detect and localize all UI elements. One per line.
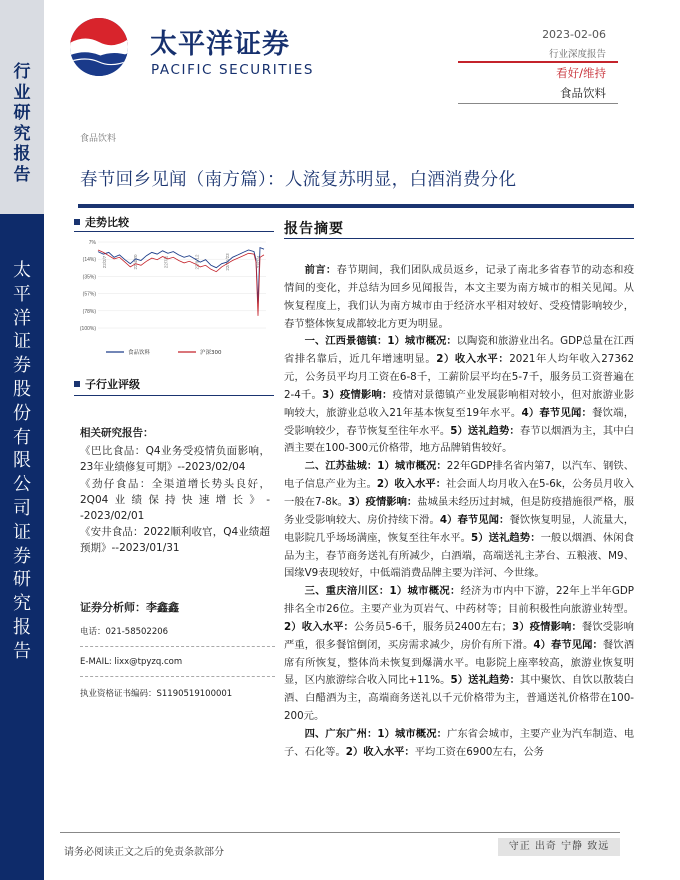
trend-heading bbox=[74, 214, 129, 230]
sidebar-char: 告 bbox=[13, 164, 31, 185]
paragraph-text: 22年GDP排名省内第7，以汽车、钢铁、电子信息产业为主。 bbox=[284, 460, 634, 491]
analyst-dashed-divider bbox=[80, 646, 275, 647]
paragraph-bold-lead: 4）春节见闻： bbox=[521, 406, 593, 419]
paragraph-bold-lead: 5）送礼趋势： bbox=[450, 424, 520, 437]
series-line-0 bbox=[98, 248, 264, 304]
sidebar-char: 证 bbox=[13, 331, 31, 353]
paragraph-bold-lead: 3）疫情影响： bbox=[511, 620, 582, 633]
paragraph-bold-lead: 2）收入水平： bbox=[436, 353, 510, 366]
paragraph-bold-lead: 二、江苏盐城：1）城市概况： bbox=[304, 460, 447, 473]
paragraph-text: 广东省会城市，主要产业为汽车制造、电子、石化等。 bbox=[284, 727, 635, 758]
sub-rating-underline bbox=[74, 395, 274, 396]
footer-divider bbox=[60, 832, 620, 833]
paragraph-text: 经济为市内中下游，22年上半年GDP排名全市26位。主要产业为页岩气、中药材等；目前积极性向旅游业转型。 bbox=[284, 585, 634, 616]
sidebar-top-band bbox=[0, 0, 44, 214]
analyst-name: 证券分析师：李鑫鑫 bbox=[80, 601, 179, 614]
sidebar-char: 研 bbox=[13, 569, 31, 591]
analyst-license: 执业资格证书编码：S1190519100001 bbox=[80, 689, 233, 699]
analyst-phone: 电话：021-58502206 bbox=[80, 627, 169, 637]
related-report-item[interactable]: 《安井食品：2022顺利收官，Q4业绩超预期》--2023/01/31 bbox=[80, 526, 270, 555]
sub-rating-heading bbox=[74, 376, 140, 392]
sidebar-char: 究 bbox=[13, 123, 31, 144]
sidebar-char: 太 bbox=[13, 260, 31, 281]
paragraph-bold-lead: 三、重庆涪川区：1）城市概况： bbox=[304, 585, 461, 598]
related-report-item[interactable]: 《劲仔食品：全渠道增长势头良好，2Q04业绩保持快速增长》--2023/02/01 bbox=[80, 477, 270, 523]
paragraph-bold-lead: 2）收入水平： bbox=[345, 745, 415, 758]
summary-paragraph bbox=[284, 583, 634, 726]
sidebar-char: 份 bbox=[13, 402, 31, 424]
x-tick-label: 22/4/20 bbox=[132, 254, 138, 270]
summary-paragraph bbox=[284, 333, 634, 458]
sidebar-char: 证 bbox=[13, 521, 31, 543]
y-tick-label: (57%) bbox=[82, 291, 96, 298]
sub-rating-heading-text: 子行业评级 bbox=[85, 378, 140, 391]
header-thin-divider bbox=[458, 103, 618, 104]
title-divider-bar bbox=[78, 204, 634, 208]
y-tick-label: (35%) bbox=[82, 274, 96, 281]
sidebar-char: 司 bbox=[13, 497, 31, 519]
logo-chinese-name: 太平洋证券 bbox=[150, 29, 290, 60]
sidebar-company-label bbox=[0, 259, 44, 664]
sidebar-char: 券 bbox=[13, 355, 31, 377]
legend-label: 沪深300 bbox=[200, 350, 222, 356]
industry-rating: 看好/维持 bbox=[556, 66, 606, 80]
footer-disclaimer: 请务必阅读正文之后的免责条款部分 bbox=[64, 847, 224, 858]
footer-slogan: 守正 出奇 宁静 致远 bbox=[498, 838, 620, 856]
sidebar-char: 券 bbox=[13, 545, 31, 567]
sidebar-char: 股 bbox=[13, 378, 31, 400]
paragraph-text: 社会面人均月收入在5-6k，公务员月收入一般在7-8k。 bbox=[284, 478, 635, 508]
x-tick-label: 22/7/1 bbox=[163, 255, 169, 269]
x-tick-label: 22/9/12 bbox=[194, 254, 200, 270]
sidebar-char: 行 bbox=[13, 62, 31, 82]
x-tick-label: 22/2/7 bbox=[102, 255, 107, 269]
summary-underline bbox=[284, 238, 634, 239]
related-reports-heading: 相关研究报告： bbox=[80, 427, 154, 439]
y-tick-label: (100%) bbox=[79, 326, 96, 332]
paragraph-bold-lead: 一、江西景德镇：1）城市概况： bbox=[304, 335, 457, 348]
paragraph-bold-lead: 3）疫情影响： bbox=[322, 388, 393, 401]
square-bullet-icon bbox=[74, 219, 80, 225]
sidebar-char: 报 bbox=[13, 616, 31, 638]
square-bullet-icon bbox=[74, 381, 80, 387]
y-tick-label: (78%) bbox=[82, 308, 96, 315]
report-date: 2023-02-06 bbox=[542, 28, 606, 41]
paragraph-text: 其中聚饮、自饮以散装白酒、白醋酒为主，高端商务送礼以千元价格带为主，普通送礼价格带在100-200元。 bbox=[284, 674, 635, 723]
report-title: 春节回乡见闻（南方篇）：人流复苏明显，白酒消费分化 bbox=[80, 170, 517, 190]
sidebar-bottom-band bbox=[0, 214, 44, 880]
sidebar-char: 公 bbox=[13, 474, 31, 496]
category-label: 食品饮料 bbox=[80, 134, 117, 144]
paragraph-text: 公务员5-6千，服务员2400左右； bbox=[353, 620, 512, 633]
trend-heading-underline bbox=[74, 231, 274, 232]
series-line-1 bbox=[98, 250, 264, 316]
sidebar-char: 洋 bbox=[13, 307, 31, 329]
sidebar-char: 业 bbox=[13, 82, 31, 103]
paragraph-text: 餐饮恢复明显，人流量大，电影院几乎场场满座，恢复至往年水平。 bbox=[284, 513, 635, 544]
sidebar-char: 限 bbox=[13, 450, 31, 472]
paragraph-text: 餐饮酒席有所恢复，整体尚未恢复到爆满水平。电影院上座率较高，旅游业恢复明显，区内旅游综合收入同比+11%。 bbox=[284, 638, 634, 687]
paragraph-text: 2021年人均年收入27362元，公务员平均月工资在6-8千，工薪阶层平均在5-7千，服务员工资普遍在2-4千。 bbox=[284, 353, 634, 401]
paragraph-text: 春节期间，我们团队成员返乡，记录了南北多省春节的动态和疫情间的变化，并总结为回乡见闻报告，本文主要为南方城市的相关见闻。从恢复程度上，我们认为南方城市由于经济水平相对较好、受疫情影响较少，春节整体恢复成都较北方更为明显。 bbox=[284, 264, 635, 330]
sidebar-char: 研 bbox=[13, 103, 31, 123]
company-logo bbox=[68, 16, 318, 76]
analyst-dashed-divider bbox=[80, 676, 275, 677]
y-tick-label: (14%) bbox=[82, 257, 96, 264]
paragraph-text: 平均工资在6900左右，公务 bbox=[414, 745, 544, 758]
paragraph-text: 以陶瓷和旅游业出名。GDP总量在江西省排名靠后，近几年增速明显。 bbox=[284, 335, 634, 366]
analyst-info bbox=[80, 599, 280, 708]
related-reports bbox=[80, 425, 270, 557]
x-tick-label: 22/11/23 bbox=[225, 253, 231, 271]
sidebar-char: 告 bbox=[13, 640, 31, 662]
legend-label: 食品饮料 bbox=[128, 350, 151, 356]
analyst-email[interactable]: E-MAIL: lixx@tpyzq.com bbox=[80, 657, 183, 667]
x-tick-label: 23/2/4 bbox=[256, 255, 261, 269]
paragraph-text: 春节以烟酒为主，其中白酒主要在100-300元价格带，地方品牌销售较好。 bbox=[284, 424, 634, 455]
paragraph-text: 餐饮端，受影响较少，春节恢复至往年水平。 bbox=[284, 406, 634, 437]
paragraph-bold-lead: 前言： bbox=[304, 264, 337, 276]
sidebar-char: 究 bbox=[13, 593, 31, 615]
summary-paragraph bbox=[284, 458, 634, 583]
sidebar-top-label bbox=[0, 62, 44, 185]
paragraph-bold-lead: 2）收入水平： bbox=[284, 620, 354, 633]
logo-english-name: PACIFIC SECURITIES bbox=[151, 62, 315, 78]
trend-comparison-chart bbox=[74, 234, 274, 364]
paragraph-bold-lead: 四、广东广州：1）城市概况： bbox=[304, 727, 447, 740]
summary-paragraph bbox=[284, 262, 634, 333]
sidebar-char: 有 bbox=[13, 426, 31, 448]
paragraph-text: 一般以烟酒、休闲食品为主，春节商务送礼有所减少，白酒端，高端送礼主茅台、五粮液、M9、国缘V9表现较好，中低端消费品牌主要为洋河、今世缘。 bbox=[284, 531, 635, 580]
header-red-divider bbox=[458, 61, 618, 63]
paragraph-text: 餐饮受影响严重，很多餐馆倒闭，买房需求减少，房价有所下滑。 bbox=[284, 620, 634, 651]
summary-paragraph bbox=[284, 726, 634, 762]
y-tick-label: 7% bbox=[88, 240, 96, 246]
paragraph-bold-lead: 5）送礼趋势： bbox=[471, 531, 541, 544]
related-report-item[interactable]: 《巴比食品：Q4业务受疫情负面影响，23年业绩修复可期》--2023/02/04 bbox=[80, 445, 270, 474]
sidebar bbox=[0, 0, 44, 880]
paragraph-bold-lead: 4）春节见闻： bbox=[439, 513, 510, 526]
trend-heading-text: 走势比较 bbox=[85, 216, 129, 229]
paragraph-bold-lead: 4）春节见闻： bbox=[533, 638, 603, 651]
report-type: 行业深度报告 bbox=[548, 49, 606, 60]
paragraph-bold-lead: 5）送礼趋势： bbox=[450, 674, 520, 687]
sidebar-char: 平 bbox=[13, 283, 31, 305]
industry-sector: 食品饮料 bbox=[560, 86, 606, 100]
logo-emblem-icon bbox=[68, 16, 130, 78]
paragraph-bold-lead: 3）疫情影响： bbox=[348, 495, 418, 508]
sidebar-char: 报 bbox=[13, 144, 31, 164]
paragraph-text: 疫情对景德镇产业发展影响相对较小，但对旅游业影响较大，旅游业总收入21年基本恢复至19年水平。 bbox=[284, 388, 634, 419]
summary-body bbox=[284, 262, 634, 762]
paragraph-text: 盐城虽未经历过封城，但是防疫措施很严格，服务业受影响较大、房价持续下滑。 bbox=[284, 495, 635, 526]
paragraph-bold-lead: 2）收入水平： bbox=[376, 478, 447, 491]
summary-heading: 报告摘要 bbox=[284, 221, 344, 237]
